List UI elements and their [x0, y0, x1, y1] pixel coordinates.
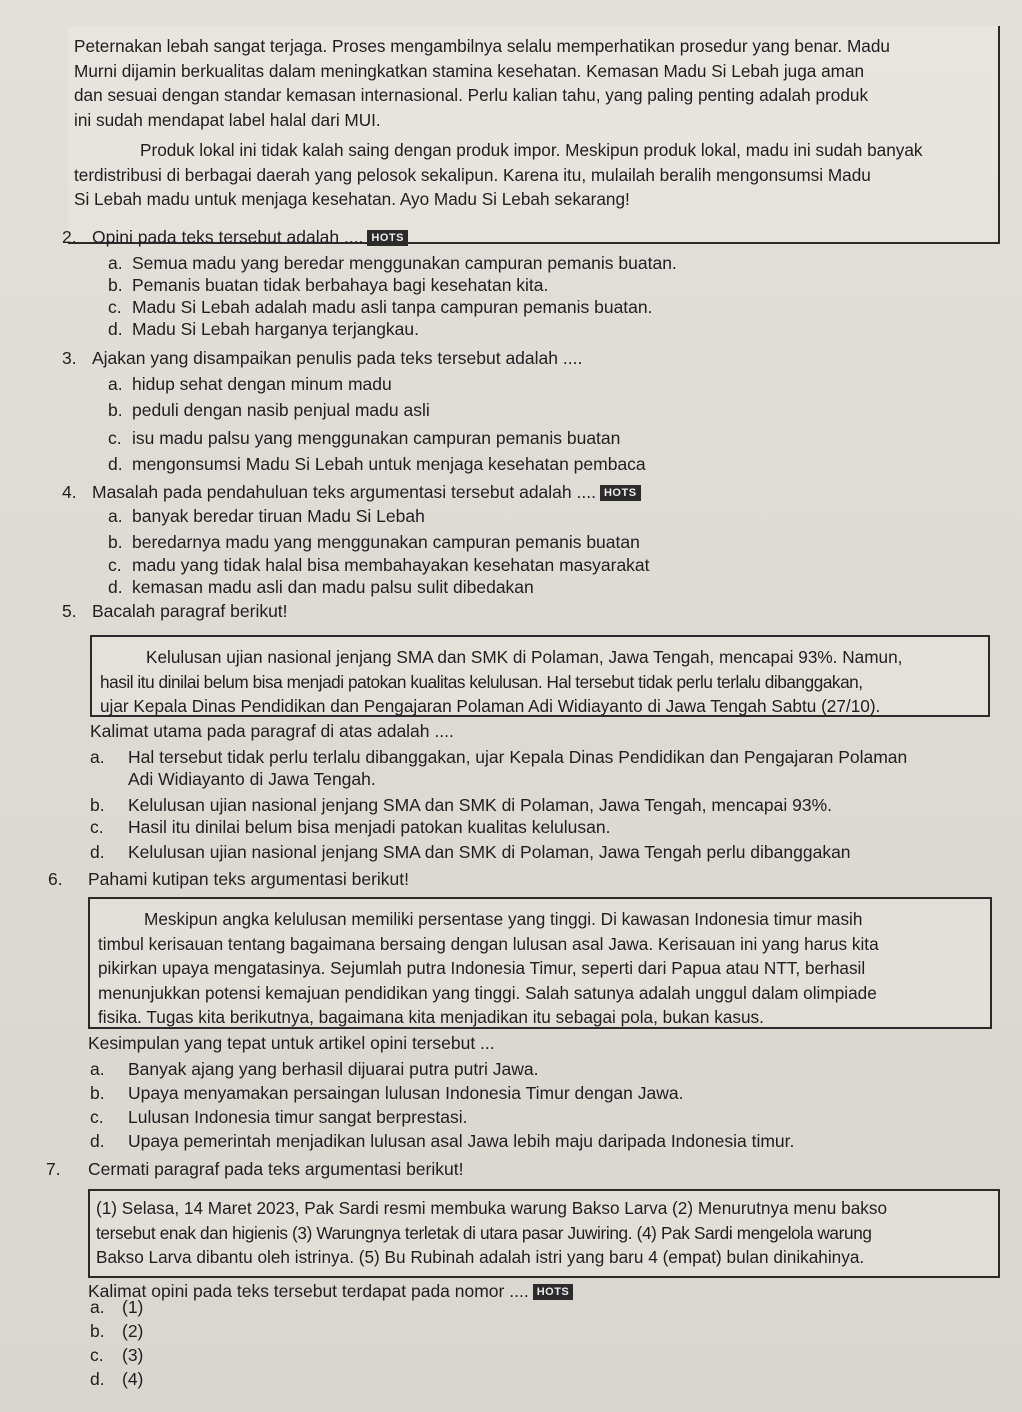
q2-option-a[interactable]: a. Semua madu yang beredar menggunakan campuran pemanis buatan. — [108, 253, 677, 273]
intro-line: Si Lebah madu untuk menjaga kesehatan. Ayo Madu Si Lebah sekarang! — [74, 189, 630, 209]
passage-line: Bakso Larva dibantu oleh istrinya. (5) Bu Rubinah adalah istri yang baru 4 (empat) bulan dinikahinya. — [96, 1247, 865, 1267]
passage-line: Meskipun angka kelulusan memiliki persentase yang tinggi. Di kawasan Indonesia timur masih — [144, 909, 863, 929]
intro-line: Peternakan lebah sangat terjaga. Proses mengambilnya selalu memperhatikan prosedur yang benar. Madu — [74, 36, 890, 56]
q3-option-d[interactable]: d. mengonsumsi Madu Si Lebah untuk menjaga kesehatan pembaca — [108, 454, 646, 474]
question-text: Masalah pada pendahuluan teks argumentasi tersebut adalah .... — [92, 482, 596, 502]
question-text: Cermati paragraf pada teks argumentasi berikut! — [88, 1159, 464, 1179]
q6-option-a[interactable]: a. Banyak ajang yang berhasil dijuarai putra putri Jawa. — [90, 1059, 539, 1079]
q4-option-b[interactable]: b. beredarnya madu yang menggunakan campuran pemanis buatan — [108, 532, 640, 552]
q5-passage-box — [90, 635, 990, 717]
q7-option-c[interactable]: c. (3) — [90, 1345, 144, 1365]
intro-passage-box — [68, 26, 1000, 244]
passage-line: ujar Kepala Dinas Pendidikan dan Pengajaran Polaman Adi Widiayanto di Jawa Tengah Sabtu (27/10). — [100, 696, 881, 716]
passage-line: (1) Selasa, 14 Maret 2023, Pak Sardi resmi membuka warung Bakso Larva (2) Menurutnya menu bakso — [96, 1198, 888, 1218]
q6-option-c[interactable]: c. Lulusan Indonesia timur sangat berprestasi. — [90, 1107, 468, 1127]
question-6 — [48, 868, 409, 890]
q6-passage-box — [88, 897, 992, 1029]
q3-option-c[interactable]: c. isu madu palsu yang menggunakan campuran pemanis buatan — [108, 428, 621, 448]
passage-line: fisika. Tugas kita berikutnya, bagaimana kita menjadikan itu sebagai pola, bukan kasus. — [98, 1007, 764, 1027]
q4-option-c[interactable]: c. madu yang tidak halal bisa membahayakan kesehatan masyarakat — [108, 555, 650, 575]
q6-prompt: Kesimpulan yang tepat untuk artikel opini tersebut ... — [88, 1033, 495, 1053]
hots-badge: HOTS — [367, 230, 408, 246]
q5-prompt: Kalimat utama pada paragraf di atas adalah .... — [90, 721, 454, 741]
question-4 — [62, 481, 641, 503]
question-number: 6. — [48, 869, 63, 889]
q5-option-a[interactable]: a. Hal tersebut tidak perlu terlalu dibanggakan, ujar Kepala Dinas Pendidikan dan Pengajaran Polaman — [90, 747, 908, 767]
question-text: Pahami kutipan teks argumentasi berikut! — [88, 869, 409, 889]
q7-option-d[interactable]: d. (4) — [90, 1369, 144, 1389]
question-text: Bacalah paragraf berikut! — [92, 601, 288, 621]
q7-prompt: Kalimat opini pada teks tersebut terdapat pada nomor .... HOTS — [88, 1280, 573, 1302]
question-text: Opini pada teks tersebut adalah .... — [92, 227, 364, 247]
q7-option-a[interactable]: a. (1) — [90, 1297, 144, 1317]
intro-line: Murni dijamin berkualitas dalam meningkatkan stamina kesehatan. Kemasan Madu Si Lebah juga aman — [74, 60, 865, 81]
q3-option-b[interactable]: b. peduli dengan nasib penjual madu asli — [108, 400, 430, 420]
question-2 — [62, 226, 408, 248]
intro-line: Produk lokal ini tidak kalah saing dengan produk impor. Meskipun produk lokal, madu ini sudah banyak — [140, 140, 923, 160]
passage-line: Kelulusan ujian nasional jenjang SMA dan SMK di Polaman, Jawa Tengah, mencapai 93%. Namun, — [146, 647, 903, 667]
q6-option-b[interactable]: b. Upaya menyamakan persaingan lulusan Indonesia Timur dengan Jawa. — [90, 1083, 684, 1103]
hots-badge: HOTS — [600, 485, 641, 501]
passage-line: pikirkan upaya mengatasinya. Sejumlah putra Indonesia Timur, seperti dari Papua atau NTT, berhasil — [98, 958, 866, 978]
question-number: 2. — [62, 227, 77, 247]
passage-line: hasil itu dinilai belum bisa menjadi patokan kualitas kelulusan. Hal tersebut tidak perlu terlalu dibanggakan, — [100, 671, 863, 692]
q2-option-d[interactable]: d. Madu Si Lebah harganya terjangkau. — [108, 319, 420, 339]
q7-passage-box — [88, 1189, 1000, 1278]
q6-option-d[interactable]: d. Upaya pemerintah menjadikan lulusan asal Jawa lebih maju daripada Indonesia timur. — [90, 1131, 795, 1151]
intro-line: terdistribusi di berbagai daerah yang pelosok sekalipun. Karena itu, mulailah beralih mengonsumsi Madu — [74, 164, 871, 185]
q5-option-d[interactable]: d. Kelulusan ujian nasional jenjang SMA dan SMK di Polaman, Jawa Tengah perlu dibanggakan — [90, 842, 851, 862]
question-3 — [62, 347, 582, 369]
intro-line: ini sudah mendapat label halal dari MUI. — [74, 109, 381, 130]
q5-option-b[interactable]: b. Kelulusan ujian nasional jenjang SMA dan SMK di Polaman, Jawa Tengah, mencapai 93%. — [90, 795, 833, 815]
question-text: Ajakan yang disampaikan penulis pada teks tersebut adalah .... — [92, 348, 583, 368]
passage-line: tersebut enak dan higienis (3) Warungnya terletak di utara pasar Juwiring. (4) Pak Sardi mengelola warung — [96, 1222, 872, 1243]
question-number: 5. — [62, 601, 77, 621]
q5-option-a-cont: Adi Widiayanto di Jawa Tengah. — [128, 769, 376, 789]
intro-line: dan sesuai dengan standar kemasan internasional. Perlu kalian tahu, yang paling penting adalah produk — [74, 85, 869, 105]
question-5 — [62, 600, 288, 622]
hots-badge: HOTS — [533, 1284, 574, 1300]
q2-option-b[interactable]: b. Pemanis buatan tidak berbahaya bagi kesehatan kita. — [108, 275, 549, 295]
question-number: 3. — [62, 348, 77, 368]
question-7 — [46, 1158, 463, 1180]
q7-option-b[interactable]: b. (2) — [90, 1321, 144, 1341]
q4-option-d[interactable]: d. kemasan madu asli dan madu palsu sulit dibedakan — [108, 577, 534, 597]
q4-option-a[interactable]: a. banyak beredar tiruan Madu Si Lebah — [108, 506, 425, 526]
q2-option-c[interactable]: c. Madu Si Lebah adalah madu asli tanpa campuran pemanis buatan. — [108, 297, 653, 317]
question-number: 7. — [46, 1159, 61, 1179]
question-number: 4. — [62, 482, 77, 502]
passage-line: menunjukkan potensi kemajuan pendidikan yang tinggi. Salah satunya adalah unggul dalam olimpiade — [98, 982, 877, 1003]
q5-option-c[interactable]: c. Hasil itu dinilai belum bisa menjadi patokan kualitas kelulusan. — [90, 817, 611, 837]
passage-line: timbul kerisauan tentang bagaimana bersaing dengan lulusan asal Jawa. Kerisauan ini yang harus kita — [98, 933, 879, 954]
q3-option-a[interactable]: a. hidup sehat dengan minum madu — [108, 374, 392, 394]
